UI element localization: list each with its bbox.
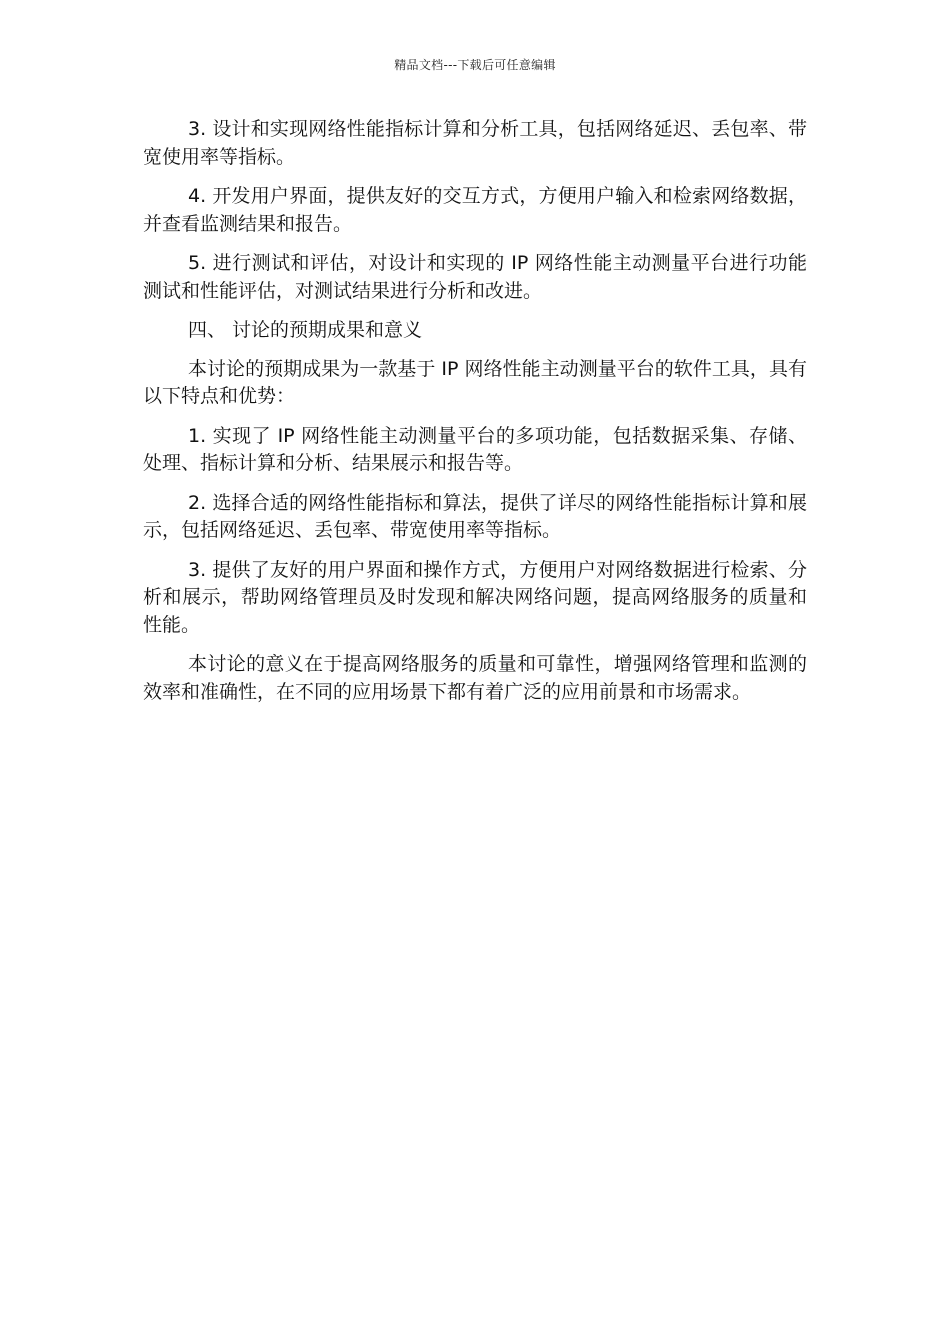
paragraph-item-3: 3. 设计和实现网络性能指标计算和分析工具，包括网络延迟、丢包率、带宽使用率等指标。: [143, 118, 807, 168]
page-header: 精品文档---下载后可任意编辑: [394, 58, 556, 72]
paragraph-item-4: 4. 开发用户界面，提供友好的交互方式，方便用户输入和检索网络数据，并查看监测结果和报告。: [143, 185, 807, 235]
advantage-item-3: 3. 提供了友好的用户界面和操作方式，方便用户对网络数据进行检索、分析和展示，帮助网络管理员及时发现和解决网络问题，提高网络服务的质量和性能。: [143, 558, 807, 636]
document-body: [143, 116, 807, 718]
expected-results-intro: 本讨论的预期成果为一款基于 IP 网络性能主动测量平台的软件工具，具有以下特点和优势：: [143, 357, 807, 407]
section-heading: 四、 讨论的预期成果和意义: [188, 319, 423, 341]
advantage-item-1: 1. 实现了 IP 网络性能主动测量平台的多项功能，包括数据采集、存储、处理、指标计算和分析、结果展示和报告等。: [143, 424, 807, 474]
significance-paragraph: 本讨论的意义在于提高网络服务的质量和可靠性，增强网络管理和监测的效率和准确性，在不同的应用场景下都有着广泛的应用前景和市场需求。: [143, 653, 807, 703]
advantage-item-2: 2. 选择合适的网络性能指标和算法，提供了详尽的网络性能指标计算和展示，包括网络延迟、丢包率、带宽使用率等指标。: [143, 491, 807, 541]
paragraph-item-5: 5. 进行测试和评估，对设计和实现的 IP 网络性能主动测量平台进行功能测试和性能评估，对测试结果进行分析和改进。: [143, 252, 807, 302]
